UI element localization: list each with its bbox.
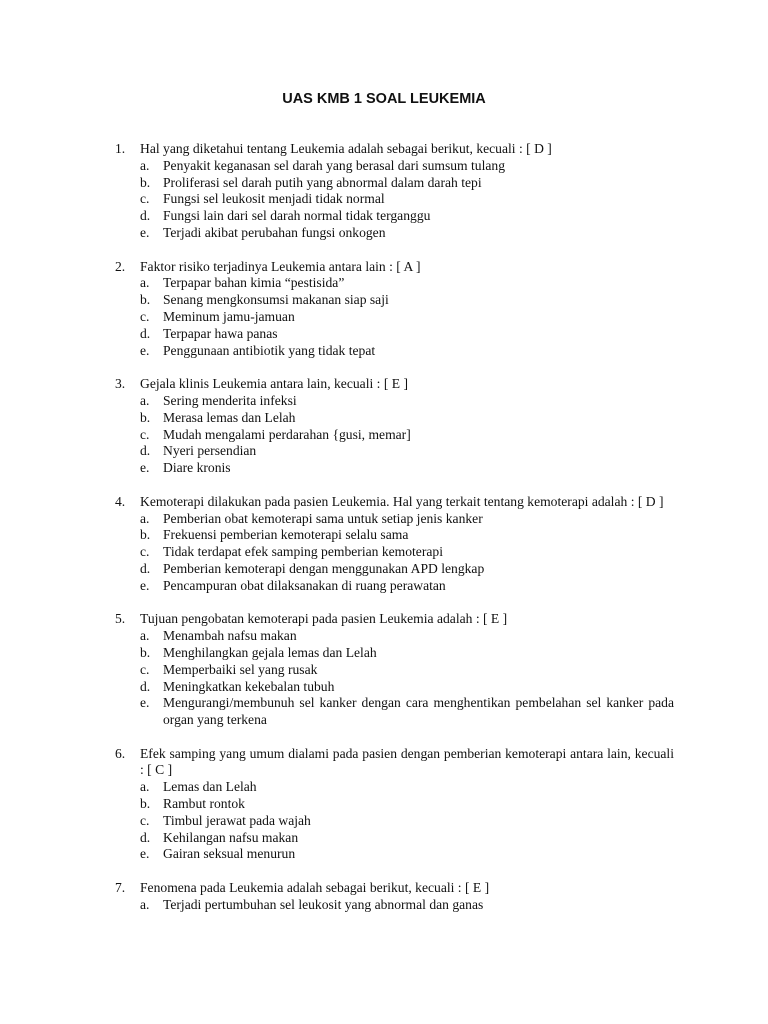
option-letter: b.: [140, 527, 151, 543]
option-letter: a.: [140, 628, 150, 644]
option-letter: d.: [140, 208, 151, 224]
option-letter: e.: [140, 224, 150, 240]
option-text: Proliferasi sel darah putih yang abnormal dalam darah tepi: [163, 174, 482, 190]
question-stem-row: [0, 259, 768, 276]
option-item: [0, 897, 768, 914]
question-number: 2.: [115, 258, 126, 274]
question-number: 5.: [115, 611, 126, 627]
option-text: Meningkatkan kekebalan tubuh: [163, 678, 335, 694]
question-number: 3.: [115, 376, 126, 392]
option-item: [0, 578, 768, 595]
option-item: [0, 309, 768, 326]
option-letter: b.: [140, 796, 151, 812]
option-text: Diare kronis: [163, 460, 231, 476]
option-item: [0, 679, 768, 696]
question-number: 6.: [115, 745, 126, 761]
option-text: Rambut rontok: [163, 796, 245, 812]
question-stem: Fenomena pada Leukemia adalah sebagai berikut, kecuali : [ E ]: [140, 880, 490, 896]
question-stem-row: [0, 376, 768, 393]
option-item: [0, 662, 768, 679]
question-stem: Faktor risiko terjadinya Leukemia antara lain : [ A ]: [140, 258, 421, 274]
question-item: [0, 376, 768, 477]
option-letter: d.: [140, 560, 151, 576]
option-item: [0, 343, 768, 360]
option-letter: b.: [140, 292, 151, 308]
option-item: [0, 393, 768, 410]
option-text: Memperbaiki sel yang rusak: [163, 661, 318, 677]
option-text: Terpapar hawa panas: [163, 325, 278, 341]
option-item: [0, 561, 768, 578]
option-item: [0, 292, 768, 309]
option-item: [0, 695, 768, 729]
option-text: Terjadi pertumbuhan sel leukosit yang abnormal dan ganas: [163, 896, 484, 912]
option-text: Pemberian obat kemoterapi sama untuk setiap jenis kanker: [163, 510, 483, 526]
option-text: Tidak terdapat efek samping pemberian kemoterapi: [163, 544, 443, 560]
option-text: Senang mengkonsumsi makanan siap saji: [163, 292, 389, 308]
option-text: Nyeri persendian: [163, 443, 257, 459]
option-letter: a.: [140, 510, 150, 526]
option-letter: e.: [140, 460, 150, 476]
option-item: [0, 511, 768, 528]
option-item: [0, 410, 768, 427]
option-item: [0, 175, 768, 192]
option-text: Merasa lemas dan Lelah: [163, 409, 296, 425]
option-letter: e.: [140, 577, 150, 593]
question-stem: Tujuan pengobatan kemoterapi pada pasien Leukemia adalah : [ E ]: [140, 611, 508, 627]
question-number: 4.: [115, 493, 126, 509]
option-text: Fungsi sel leukosit menjadi tidak normal: [163, 191, 385, 207]
option-item: [0, 779, 768, 796]
question-stem-row: [0, 746, 768, 780]
option-letter: e.: [140, 846, 150, 862]
question-number: 1.: [115, 141, 126, 156]
option-text: Terpapar bahan kimia “pestisida”: [163, 275, 345, 291]
question-item: [0, 746, 768, 864]
option-text: Kehilangan nafsu makan: [163, 829, 299, 845]
option-letter: d.: [140, 443, 151, 459]
option-letter: b.: [140, 174, 151, 190]
option-text: Sering menderita infeksi: [163, 392, 297, 408]
question-stem-row: [0, 141, 768, 158]
option-letter: a.: [140, 157, 150, 173]
option-text: Pemberian kemoterapi dengan menggunakan APD lengkap: [163, 560, 485, 576]
option-item: [0, 158, 768, 175]
option-item: [0, 191, 768, 208]
option-item: [0, 830, 768, 847]
option-letter: a.: [140, 275, 150, 291]
question-number: 7.: [115, 880, 126, 896]
option-item: [0, 443, 768, 460]
document-title: UAS KMB 1 SOAL LEUKEMIA: [282, 91, 486, 107]
question-stem-row: [0, 494, 768, 511]
option-item: [0, 208, 768, 225]
option-text: Terjadi akibat perubahan fungsi onkogen: [163, 224, 386, 240]
option-text: Pencampuran obat dilaksanakan di ruang perawatan: [163, 577, 446, 593]
option-item: [0, 427, 768, 444]
option-letter: a.: [140, 896, 150, 912]
option-item: [0, 846, 768, 863]
option-text: Menghilangkan gejala lemas dan Lelah: [163, 644, 377, 660]
option-text: Menambah nafsu makan: [163, 628, 297, 644]
option-item: [0, 796, 768, 813]
question-item: [0, 494, 768, 595]
option-text: Penggunaan antibiotik yang tidak tepat: [163, 342, 376, 358]
option-letter: d.: [140, 678, 151, 694]
option-text: Gairan seksual menurun: [163, 846, 296, 862]
question-item: [0, 141, 768, 242]
option-item: [0, 813, 768, 830]
question-stem: Gejala klinis Leukemia antara lain, kecuali : [ E ]: [140, 376, 408, 392]
question-item: [0, 259, 768, 360]
option-letter: c.: [140, 308, 150, 324]
option-item: [0, 544, 768, 561]
option-letter: c.: [140, 812, 150, 828]
option-text: Frekuensi pemberian kemoterapi selalu sama: [163, 527, 409, 543]
question-item: [0, 880, 768, 914]
option-text: Timbul jerawat pada wajah: [163, 812, 311, 828]
question-stem: Hal yang diketahui tentang Leukemia adalah sebagai berikut, kecuali : [ D ]: [140, 141, 552, 156]
option-letter: b.: [140, 644, 151, 660]
option-text: Lemas dan Lelah: [163, 779, 257, 795]
option-text: Fungsi lain dari sel darah normal tidak terganggu: [163, 208, 431, 224]
option-text: Meminum jamu-jamuan: [163, 308, 295, 324]
option-letter: b.: [140, 409, 151, 425]
question-stem: Kemoterapi dilakukan pada pasien Leukemia. Hal yang terkait tentang kemoterapi adalah : [ D ]: [140, 493, 664, 509]
option-letter: a.: [140, 392, 150, 408]
option-text: Mudah mengalami perdarahan {gusi, memar]: [163, 426, 411, 442]
option-text: Penyakit keganasan sel darah yang berasal dari sumsum tulang: [163, 157, 506, 173]
option-text: Mengurangi/membunuh sel kanker dengan cara menghentikan pembelahan sel kanker pada organ yang terkena: [163, 695, 674, 728]
option-item: [0, 326, 768, 343]
option-item: [0, 275, 768, 292]
option-item: [0, 628, 768, 645]
question-list: [0, 141, 768, 930]
option-letter: d.: [140, 325, 151, 341]
option-letter: e.: [140, 342, 150, 358]
question-stem-row: [0, 880, 768, 897]
option-letter: c.: [140, 544, 150, 560]
option-letter: d.: [140, 829, 151, 845]
option-item: [0, 645, 768, 662]
question-item: [0, 611, 768, 729]
option-letter: c.: [140, 426, 150, 442]
question-stem: Efek samping yang umum dialami pada pasien dengan pemberian kemoterapi antara lain, kecuali : [ C ]: [140, 745, 674, 778]
option-item: [0, 527, 768, 544]
question-stem-row: [0, 611, 768, 628]
option-letter: e.: [140, 695, 150, 711]
option-letter: c.: [140, 191, 150, 207]
option-letter: c.: [140, 661, 150, 677]
option-letter: a.: [140, 779, 150, 795]
option-item: [0, 225, 768, 242]
option-item: [0, 460, 768, 477]
